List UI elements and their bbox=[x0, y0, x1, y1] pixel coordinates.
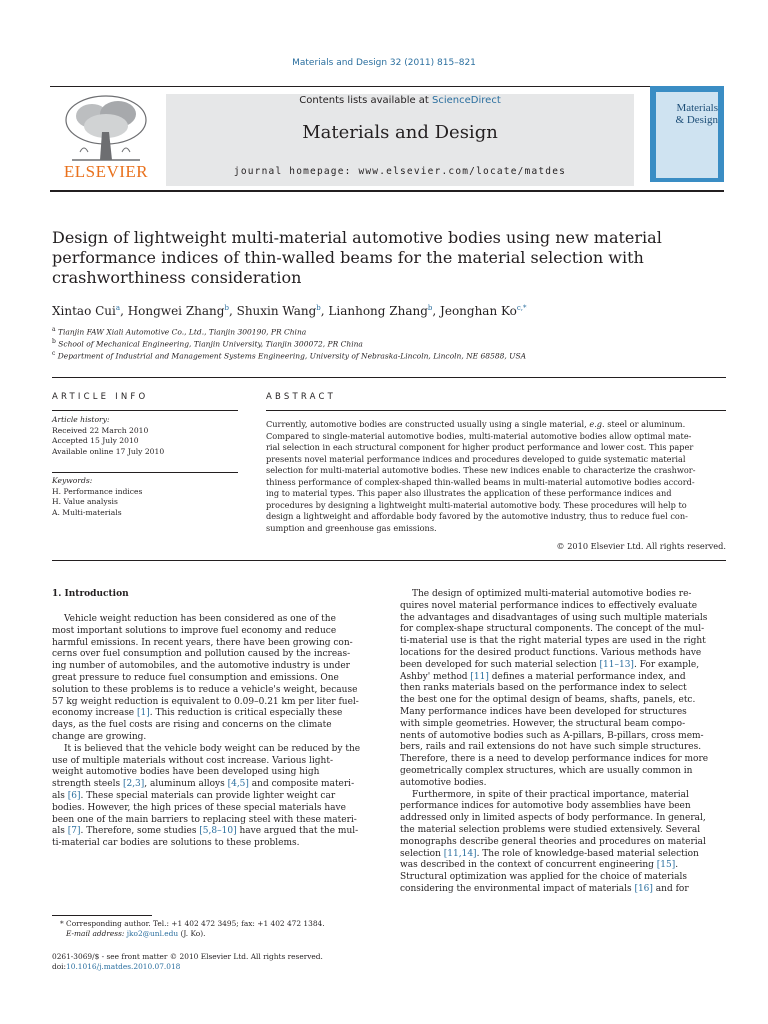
online-date: Available online 17 July 2010 bbox=[52, 446, 165, 456]
affiliation-mark[interactable]: b bbox=[427, 304, 433, 312]
keyword: H. Value analysis bbox=[52, 497, 118, 507]
cover-title-line1: Materials bbox=[676, 102, 718, 114]
email-line: E-mail address: jko2@unl.edu (J. Ko). bbox=[66, 929, 206, 939]
abstract-line: sumption and greenhouse gas emissions. bbox=[266, 522, 437, 533]
text-line: automotive bodies. bbox=[400, 777, 487, 788]
journal-citation[interactable]: Materials and Design 32 (2011) 815–821 bbox=[292, 58, 476, 68]
text-line: solution to these problems is to reduce a vehicle's weight, because bbox=[52, 684, 358, 695]
article-info-heading: ARTICLE INFO bbox=[52, 392, 149, 402]
text-line: locations for the desired product functions. Various methods have bbox=[400, 647, 702, 658]
abstract-rule bbox=[266, 410, 726, 411]
text-line: most important solutions to improve fuel economy and reduce bbox=[52, 625, 337, 636]
text-line: bodies. However, the high prices of these special materials have bbox=[52, 802, 346, 813]
text-line: weight automotive bodies have been developed using high bbox=[52, 767, 320, 778]
affiliation-mark[interactable]: b bbox=[316, 304, 321, 312]
history-label: Article history: bbox=[52, 415, 110, 424]
text-line: selection [11,14]. The role of knowledge-based material selection bbox=[400, 848, 699, 859]
text-line: Ashby' method [11] defines a material performance index, and bbox=[400, 671, 686, 682]
text-line: bers, rails and rail extensions do not have such simple structures. bbox=[400, 742, 702, 753]
affiliation-c: $^c$ Department of Industrial and Management Systems Engineering, University of Nebraska-Lincoln, Lincoln, NE 68588, USA bbox=[52, 350, 527, 361]
article-info-rule bbox=[52, 410, 238, 411]
abstract-line: Compared to single-material automotive bodies, multi-material automotive bodies allow optimal mate- bbox=[266, 430, 692, 441]
email-link[interactable]: jko2@unl.edu bbox=[126, 929, 179, 939]
text-line: performance indices for automotive body assemblies have been bbox=[400, 801, 691, 812]
journal-header-box bbox=[166, 94, 634, 186]
text-line: the advantages and disadvantages of using such multiple materials bbox=[400, 612, 708, 623]
journal-cover-thumbnail[interactable] bbox=[650, 86, 724, 182]
text-line: great pressure to reduce fuel consumption and emissions. One bbox=[52, 672, 339, 683]
accepted-date: Accepted 15 July 2010 bbox=[52, 436, 139, 446]
author: Shuxin Wang$^b$, bbox=[236, 304, 329, 318]
text-line: quires novel material performance indices to effectively evaluate bbox=[400, 600, 698, 611]
abstract-body bbox=[266, 419, 726, 534]
text-line: ing number of automobiles, and the automotive industry is under bbox=[52, 661, 350, 672]
cover-title bbox=[660, 102, 718, 126]
text-line: use of multiple materials without cost increase. Various light- bbox=[52, 755, 333, 766]
text-line: economy increase [1]. This reduction is critical especially these bbox=[52, 708, 343, 719]
citation-link[interactable]: [1] bbox=[137, 708, 150, 719]
masthead-bottom-rule bbox=[50, 190, 724, 192]
keywords bbox=[52, 476, 238, 518]
text-line: als [6]. These special materials can provide lighter weight car bbox=[52, 790, 336, 801]
citation-link[interactable]: [16] bbox=[634, 883, 653, 894]
journal-name[interactable]: Materials and Design bbox=[302, 122, 498, 143]
elsevier-tree-icon bbox=[52, 92, 160, 168]
elsevier-logo[interactable] bbox=[52, 92, 160, 184]
text-line: Many performance indices have been developed for structures bbox=[400, 706, 687, 717]
abstract-line: ing to material types. This paper also illustrates the application of these performance indices and bbox=[266, 488, 672, 499]
affiliation-b: $^b$ School of Mechanical Engineering, Tianjin University, Tianjin 300072, PR China bbox=[52, 338, 363, 349]
text-line: Structural optimization was applied for the choice of materials bbox=[400, 872, 688, 883]
author: Xintao Cui$^a$, bbox=[52, 304, 128, 318]
citation-link[interactable]: [6] bbox=[67, 790, 81, 801]
left-column-text bbox=[52, 614, 378, 850]
abstract-line: rial selection in each structural component for higher product performance and lower cost. This paper bbox=[266, 442, 694, 453]
section-divider bbox=[52, 377, 726, 378]
text-line: addressed only in limited aspects of body performance. In general, bbox=[400, 813, 706, 824]
citation-link[interactable]: [11–13] bbox=[599, 659, 634, 670]
citation-link[interactable]: [7] bbox=[67, 826, 81, 837]
text-line: the best one for the optimal design of beams, shafts, panels, etc. bbox=[400, 695, 696, 706]
text-line: geometrically complex structures, which are usually common in bbox=[400, 765, 693, 776]
keyword: H. Performance indices bbox=[52, 486, 143, 496]
text-line: then ranks materials based on the performance index to select bbox=[400, 683, 687, 694]
text-line: been one of the main barriers to replacing steel with these materi- bbox=[52, 814, 357, 825]
abstract-line: thiness performance of complex-shaped thin-walled beams in multi-material automotive bodies accord- bbox=[266, 476, 695, 487]
citation-link[interactable]: [11] bbox=[470, 671, 489, 682]
masthead-top-rule bbox=[50, 86, 724, 87]
elsevier-wordmark: ELSEVIER bbox=[63, 162, 149, 181]
affiliation-mark[interactable]: c,* bbox=[516, 304, 527, 312]
text-line: the material selection problems were studied extensively. Several bbox=[400, 824, 701, 835]
journal-homepage[interactable]: journal homepage: www.elsevier.com/locate/matdes bbox=[233, 166, 567, 177]
text-line: considering the environmental impact of materials [16] and for bbox=[400, 883, 689, 894]
text-line: The design of optimized multi-material automotive bodies re- bbox=[412, 589, 692, 599]
text-line: was described in the context of concurrent engineering [15]. bbox=[400, 860, 679, 871]
contents-available-line bbox=[166, 95, 634, 106]
text-line: days, as the fuel costs are rising and concerns on the climate bbox=[52, 720, 332, 731]
footnote-rule bbox=[52, 915, 152, 916]
text-line: strength steels [2,3], aluminum alloys [4,5] and composite materi- bbox=[52, 779, 355, 790]
keywords-label: Keywords: bbox=[52, 476, 93, 485]
text-line: Therefore, there is a need to develop performance indices for more bbox=[400, 754, 709, 765]
author-list bbox=[52, 304, 732, 318]
text-line: with simple geometries. However, the structural beam compo- bbox=[400, 718, 686, 729]
text-line: ti-material use is that the right material types are used in the right bbox=[400, 636, 706, 647]
text-line: monographs describe general theories and procedures on material bbox=[400, 836, 706, 847]
received-date: Received 22 March 2010 bbox=[52, 425, 149, 435]
cover-title-line2: & Design bbox=[675, 114, 718, 126]
text-line: Vehicle weight reduction has been considered as one of the bbox=[64, 614, 336, 624]
doi-link[interactable]: 10.1016/j.matdes.2010.07.018 bbox=[66, 962, 181, 972]
abstract-line: Currently, automotive bodies are constructed usually using a single material, e.g. steel or aluminum. bbox=[266, 419, 686, 429]
right-column-text bbox=[400, 589, 726, 896]
sciencedirect-link[interactable]: ScienceDirect bbox=[432, 95, 501, 106]
issn-line: 0261-3069/$ - see front matter © 2010 Elsevier Ltd. All rights reserved. bbox=[52, 952, 323, 961]
citation-link[interactable]: [5,8–10] bbox=[199, 826, 237, 837]
text-line: 57 kg weight reduction is equivalent to 0.09–0.21 km per liter fuel- bbox=[52, 696, 359, 707]
affiliation-a: $^a$ Tianjin FAW Xiali Automotive Co., Ltd., Tianjin 300190, PR China bbox=[52, 326, 307, 337]
article-title: Design of lightweight multi-material automotive bodies using new material performance indices of thin-walled beams for the material selection with crashworthiness consideration bbox=[52, 228, 662, 287]
text-line: harmful emissions. In recent years, there have been growing con- bbox=[52, 637, 353, 648]
citation-link[interactable]: [11,14] bbox=[443, 848, 477, 859]
corresponding-author-footnote bbox=[52, 919, 382, 939]
text-line: ti-material car bodies are solutions to these problems. bbox=[52, 838, 300, 849]
text-line: for complex-shape structural components. The concept of the mul- bbox=[400, 624, 705, 635]
abstract-line: procedures by designing a lightweight multi-material automotive body. These procedures will help to bbox=[266, 499, 687, 510]
contents-prefix: Contents lists available at bbox=[299, 95, 433, 106]
abstract-line: selection for multi-material automotive bodies. These new indices enable to characterize the crashwor- bbox=[266, 465, 696, 476]
author: Hongwei Zhang$^b$, bbox=[127, 304, 237, 318]
text-line: change are growing. bbox=[52, 731, 147, 742]
keywords-rule bbox=[52, 472, 238, 473]
keyword: A. Multi-materials bbox=[52, 507, 122, 517]
abstract-copyright: © 2010 Elsevier Ltd. All rights reserved. bbox=[556, 541, 726, 551]
corresponding-author: * Corresponding author. Tel.: +1 402 472 3495; fax: +1 402 472 1384. bbox=[60, 919, 325, 928]
text-line: It is believed that the vehicle body weight can be reduced by the bbox=[64, 743, 361, 754]
abstract-line: presents novel material performance indices and procedures developed to guide systematic material bbox=[266, 453, 686, 464]
text-line: als [7]. Therefore, some studies [5,8–10] have argued that the mul- bbox=[52, 826, 359, 837]
text-line: been developed for such material selection [11–13]. For example, bbox=[400, 659, 700, 670]
doi-line: doi:10.1016/j.matdes.2010.07.018 bbox=[52, 962, 181, 972]
author: Jeonghan $Ko^{c,*}$ bbox=[440, 304, 527, 318]
article-history bbox=[52, 415, 238, 457]
abstract-line: design a lightweight and affordable body favored by the automotive industry, thus to reduce fuel con- bbox=[266, 511, 688, 522]
affiliation-mark[interactable]: a bbox=[115, 304, 121, 312]
author: Lianhong Zhang$^b$, bbox=[328, 304, 441, 318]
text-line: cerns over fuel consumption and pollution caused by the increas- bbox=[52, 649, 351, 660]
abstract-heading: ABSTRACT bbox=[266, 392, 337, 402]
front-matter bbox=[52, 952, 382, 972]
citation-link[interactable]: [15] bbox=[656, 860, 676, 871]
text-line: nents of automotive bodies such as A-pillars, B-pillars, cross mem- bbox=[400, 730, 704, 741]
citation-link[interactable]: [4,5] bbox=[227, 779, 249, 790]
section-heading-introduction: 1. Introduction bbox=[52, 589, 129, 599]
citation-link[interactable]: [2,3] bbox=[122, 779, 145, 790]
section-divider bbox=[52, 560, 726, 561]
affiliation-mark[interactable]: b bbox=[224, 304, 229, 312]
text-line: Furthermore, in spite of their practical importance, material bbox=[412, 789, 689, 800]
